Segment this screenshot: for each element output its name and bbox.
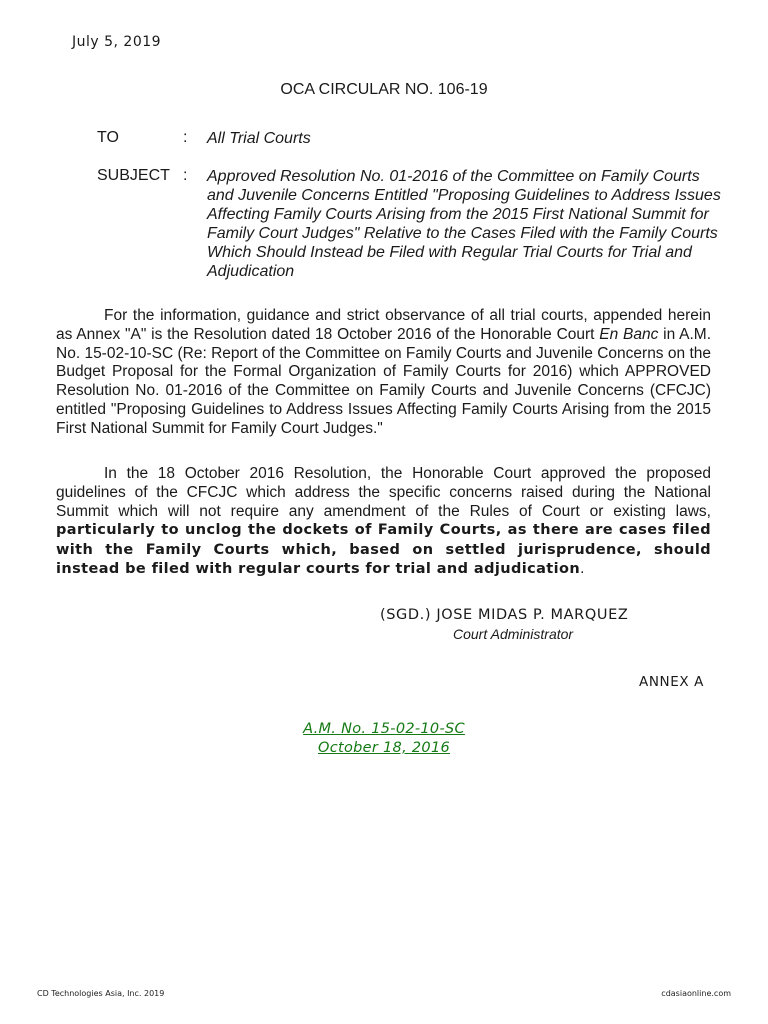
case-number-link[interactable]: A.M. No. 15-02-10-SC: [303, 721, 465, 737]
subject-value: Approved Resolution No. 01-2016 of the Committee on Family Courts and Juvenile Concerns Entitled "Proposing Guidelines to Address Issues Affecting Family Courts Arising from the 2015 First National Summit for Family Court Judges" Relative to the Cases Filed with the Family Courts Which Should Instead be Filed with Regular Trial Courts for Trial and Adjudication: [207, 168, 721, 280]
signatory-title: Court Administrator: [453, 626, 574, 642]
para2-emphasis: particularly to unclog the dockets of Family Courts, as there are cases filed with the Family Courts which, based on settled jurisprudence, should instead be filed with regular courts for trial and adjudication: [56, 522, 711, 578]
body-paragraph-1: [56, 307, 711, 439]
to-label: TO: [97, 129, 119, 146]
case-date-link[interactable]: October 18, 2016: [317, 740, 450, 756]
subject-colon: :: [183, 167, 188, 184]
subject-label: SUBJECT: [97, 167, 170, 184]
footer-site: cdasiaonline.com: [661, 989, 731, 998]
para2-end: .: [580, 560, 585, 578]
to-value: All Trial Courts: [207, 130, 311, 147]
circular-date: July 5, 2019: [72, 34, 162, 50]
signatory-name: (SGD.) JOSE MIDAS P. MARQUEZ: [380, 607, 629, 623]
footer-copyright: CD Technologies Asia, Inc. 2019: [37, 989, 165, 998]
annex-label: ANNEX A: [639, 674, 704, 690]
circular-title: OCA CIRCULAR NO. 106-19: [280, 81, 488, 98]
para2-text-a: In the 18 October 2016 Resolution, the Honorable Court approved the proposed guidelines of the CFCJC which address the specific concerns raised during the National Summit which will not require any amendment of the Rules of Court or existing laws,: [56, 465, 711, 520]
para1-en-banc: En Banc: [599, 325, 659, 343]
body-paragraph-2: [56, 465, 711, 580]
para1-text-a: For the information, guidance and strict observance of all trial courts, appended herein as Annex "A" is the Resolution dated 18 October 2016 of the Honorable Court: [56, 307, 711, 343]
para1-text-b: in A.M. No. 15-02-10-SC (Re: Report of the Committee on Family Courts and Juvenile Concerns on the Budget Proposal for the Formal Organization of Family Courts for 2016) which APPROVED Resolution No. 01-2016 of the Committee on Family Courts and Juvenile Concerns (CFCJC) entitled "Proposing Guidelines to Address Issues Affecting Family Courts Arising from the 2015 First National Summit for Family Court Judges.": [56, 325, 711, 437]
to-colon: :: [183, 129, 188, 146]
